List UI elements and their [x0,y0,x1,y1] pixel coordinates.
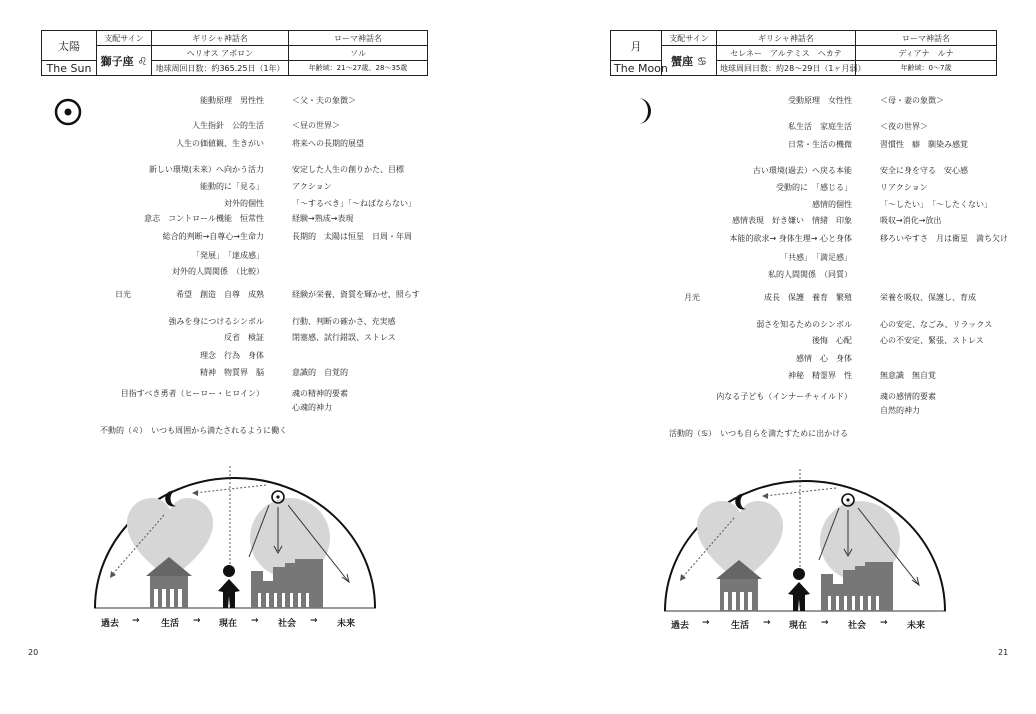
roman-name: ソル [289,46,428,61]
age-range: 年齢域：0〜7歳 [856,61,997,76]
keyword-secondary: 「〜したい」 「〜したくない」 [880,200,992,209]
keyword-secondary: 閉塞感、試行錯誤、ストレス [292,333,396,342]
keyword-secondary: 移ろいやすさ 月は衛星 満ち欠け [880,234,1008,243]
keyword-secondary: 栄養を吸収、保護し、育成 [880,293,976,302]
planet-name-en: The Sun [42,61,97,76]
planet-header-table [610,30,997,76]
keyword-secondary: 将来への長期的展望 [292,139,364,148]
light-label: 日光 [115,290,131,299]
roman-name-label: ローマ神話名 [289,31,428,46]
keyword-secondary: 安定した人生の創りかた、目標 [292,165,404,174]
greek-name: ヘリオス アポロン [152,46,289,61]
planet-name-jp: 月 [611,31,662,61]
planet-name-en: The Moon [611,61,662,76]
keyword-primary: 「共感」 「満足感」 [780,253,852,262]
keyword-secondary: リアクション [880,183,928,192]
timeline-past: 過去 [101,619,120,629]
keyword-primary: 「発展」 「達成感」 [192,251,264,260]
keyword-primary: 成長 保護 養育 繁殖 [764,293,852,302]
life-illustration [662,466,948,616]
keyword-primary: 内なる子ども（インナーチャイルド） [716,392,852,401]
sun-symbol-icon [53,97,83,127]
keyword-primary: 対外的人間関係 （比較） [172,267,264,276]
timeline-life: 生活 [731,621,750,631]
keyword-primary: 人生指針 公的生活 [192,121,264,130]
keyword-secondary: 意識的 自覚的 [292,368,348,377]
planet-header-table [41,30,428,76]
timeline-present: 現在 [219,619,238,629]
keyword-primary: 後悔 心配 [812,336,852,345]
keyword-primary: 私的人間関係 （同質） [768,270,852,279]
keyword-secondary: 習慣性 癖 馴染み感覚 [880,140,968,149]
mode-description: 不動的（♌） いつも周囲から満たされるように働く [100,426,288,435]
timeline-arrow: → [763,618,771,628]
keyword-secondary: ＜母・妻の象徴＞ [880,96,944,105]
greek-name-label: ギリシャ神話名 [717,31,856,46]
keyword-secondary: 無意識 無自覚 [880,371,936,380]
timeline-past: 過去 [671,621,690,631]
ruling-sign: 獅子座 ♌ [97,46,152,76]
keyword-secondary: ＜父・夫の象徴＞ [292,96,356,105]
light-label: 月光 [684,293,700,302]
page-right [518,0,1036,714]
keyword-primary: 能動的に「見る」 [200,182,264,191]
keyword-secondary: 吸収→消化→放出 [880,216,942,225]
keyword-secondary: 魂の精神的要素 [292,389,348,398]
keyword-secondary: ＜夜の世界＞ [880,122,928,131]
ruling-sign-label: 支配サイン [97,31,152,46]
orbit-days: 地球周回日数：約365.25日（1年） [152,61,289,76]
timeline-future: 未来 [907,621,926,631]
keyword-primary: 新しい環境(未来）へ向かう活力 [148,165,264,174]
mode-description: 活動的（♋） いつも自らを満たすために出かける [669,429,849,438]
keyword-primary: 感情的個性 [812,200,852,209]
keyword-secondary: 行動、判断の確かさ、充実感 [292,317,396,326]
keyword-primary: 希望 創造 自尊 成熟 [176,290,264,299]
keyword-secondary: ＜昼の世界＞ [292,121,340,130]
orbit-days: 地球周回日数：約28〜29日（1ヶ月弱） [717,61,856,76]
greek-name-label: ギリシャ神話名 [152,31,289,46]
timeline-arrow: → [193,616,201,626]
timeline-society: 社会 [848,621,867,631]
keyword-primary: 感情 心 身体 [796,354,852,363]
keyword-secondary: 自然的神力 [880,406,920,415]
keyword-primary: 理念 行為 身体 [200,351,264,360]
keyword-primary: 感情表現 好き嫌い 情緒 印象 [732,216,852,225]
keyword-primary: 古い環境(過去）へ戻る本能 [752,166,852,175]
keyword-primary: 私生活 家庭生活 [788,122,852,131]
standing-person-figure [788,568,810,611]
keyword-primary: 神秘 精霊界 性 [788,371,852,380]
keyword-secondary: 魂の感情的要素 [880,392,936,401]
keyword-secondary: 長期的 太陽は恒星 日周・年周 [292,232,412,241]
keyword-secondary: 心の不安定、緊張、ストレス [880,336,984,345]
keyword-primary: 精神 物質界 脳 [200,368,264,377]
roman-name: ディアナ ルナ [856,46,997,61]
life-illustration [92,463,378,613]
keyword-primary: 日常・生活の機微 [788,140,852,149]
timeline-arrow: → [702,618,710,628]
greek-name: セレネー アルテミス ヘカテ [717,46,856,61]
keyword-primary: 能動原理 男性性 [200,96,264,105]
timeline-arrow: → [821,618,829,628]
crescent-moon-icon [630,96,654,126]
keyword-primary: 目指すべき勇者（ヒーロー・ヒロイン） [120,389,264,398]
keyword-secondary: 経験→熟成→表現 [292,214,354,223]
planet-name-jp: 太陽 [42,31,97,61]
keyword-primary: 本能的欲求→ 身体生理→ 心と身体 [729,234,852,243]
timeline-society: 社会 [278,619,297,629]
ruling-sign: 蟹座 ♋ [662,46,717,76]
timeline-arrow: → [251,616,259,626]
keyword-primary: 人生の価値観、生きがい [176,139,264,148]
timeline-arrow: → [310,616,318,626]
keyword-primary: 受動原理 女性性 [788,96,852,105]
timeline-arrow: → [132,616,140,626]
standing-person-figure [218,565,240,608]
keyword-secondary: 心魂的神力 [292,403,332,412]
timeline-future: 未来 [337,619,356,629]
keyword-primary: 対外的個性 [224,199,264,208]
ruling-sign-label: 支配サイン [662,31,717,46]
timeline-arrow: → [880,618,888,628]
keyword-secondary: アクション [292,182,332,191]
keyword-primary: 強みを身につけるシンボル [168,317,264,326]
page-number: 21 [998,648,1009,657]
keyword-primary: 反省 検証 [224,333,264,342]
timeline-present: 現在 [789,621,808,631]
keyword-secondary: 心の安定、なごみ、リラックス [880,320,993,329]
keyword-primary: 弱さを知るためのシンボル [756,320,852,329]
roman-name-label: ローマ神話名 [856,31,997,46]
keyword-secondary: 経験が栄養、資質を輝かせ、照らす [292,290,420,299]
age-range: 年齢域：21〜27歳、28〜35歳 [289,61,428,76]
keyword-primary: 受動的に 「感じる」 [776,183,852,192]
page-number: 20 [28,648,39,657]
timeline-life: 生活 [161,619,180,629]
keyword-secondary: 安全に身を守る 安心感 [880,166,968,175]
keyword-secondary: 「〜するべき」「〜ねばならない」 [292,199,416,208]
keyword-primary: 意志 コントロール機能 恒常性 [144,214,264,223]
keyword-primary: 総合的判断→自尊心→生命力 [162,232,264,241]
